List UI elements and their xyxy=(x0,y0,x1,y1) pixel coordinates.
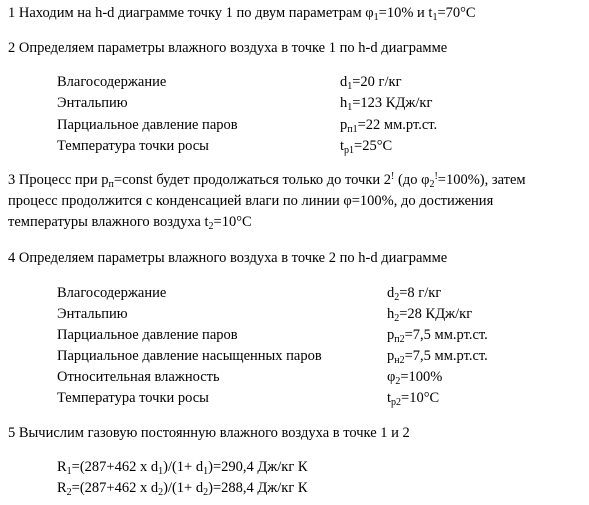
step-3-line-3: температуры влажного воздуха $t_2=10^\circ C$ xyxy=(8,214,252,232)
step-3-line-1: 3 Процесс при $p_п=const$ будет продолжаться только до точки 2! (до $\varphi_2^!=100\%$), затем xyxy=(8,171,526,190)
param-label: Энтальпию xyxy=(57,306,128,322)
step-3-line-2: процесс продолжится с конденсацией влаги по линии φ=100%, до достижения xyxy=(8,193,494,209)
param-label: Влагосодержание xyxy=(57,285,167,301)
param-label: Температура точки росы xyxy=(57,390,209,406)
step-1-text: 1 Находим на h-d диаграмме точку 1 по двум параметрам $\varphi_1=10\%$ и $t_1=70^\circ C$ xyxy=(8,5,476,23)
param-label: Парциальное давление паров xyxy=(57,327,238,343)
step-5-heading: 5 Вычислим газовую постоянную влажного воздуха в точке 1 и 2 xyxy=(8,425,410,441)
param-label: Парциальное давление паров xyxy=(57,117,238,133)
param-value: $p_{п2}=7,5$ мм.рт.ст. xyxy=(387,327,488,345)
param-value: $p_{п1}=22$ мм.рт.ст. xyxy=(340,117,438,135)
param-value: $d_1=20$ г/кг xyxy=(340,74,402,92)
param-value: $p_{н2}=7,5$ мм.рт.ст. xyxy=(387,348,488,366)
param-label: Температура точки росы xyxy=(57,138,209,154)
formula-r1: $R_1=(287+462$ x $d_1)/(1+ d_1)=290,4$ Дж/кг К xyxy=(57,459,308,477)
param-value: $h_2=28$ КДж/кг xyxy=(387,306,473,324)
param-label: Парциальное давление насыщенных паров xyxy=(57,348,322,364)
param-label: Влагосодержание xyxy=(57,74,167,90)
param-value: $t_{р2}=10^\circ C$ xyxy=(387,390,440,408)
param-value: $t_{р1}=25^\circ C$ xyxy=(340,138,393,156)
step-4-heading: 4 Определяем параметры влажного воздуха в точке 2 по h-d диаграмме xyxy=(8,250,448,266)
param-label: Энтальпию xyxy=(57,95,128,111)
param-value: $h_1=123$ КДж/кг xyxy=(340,95,433,113)
param-value: $\varphi_2=100\%$ xyxy=(387,369,443,387)
param-label: Относительная влажность xyxy=(57,369,220,385)
formula-r2: $R_2=(287+462$ x $d_2)/(1+ d_2)=288,4$ Дж/кг К xyxy=(57,480,308,498)
step-2-heading: 2 Определяем параметры влажного воздуха в точке 1 по h-d диаграмме xyxy=(8,40,448,56)
param-value: $d_2=8$ г/кг xyxy=(387,285,442,303)
